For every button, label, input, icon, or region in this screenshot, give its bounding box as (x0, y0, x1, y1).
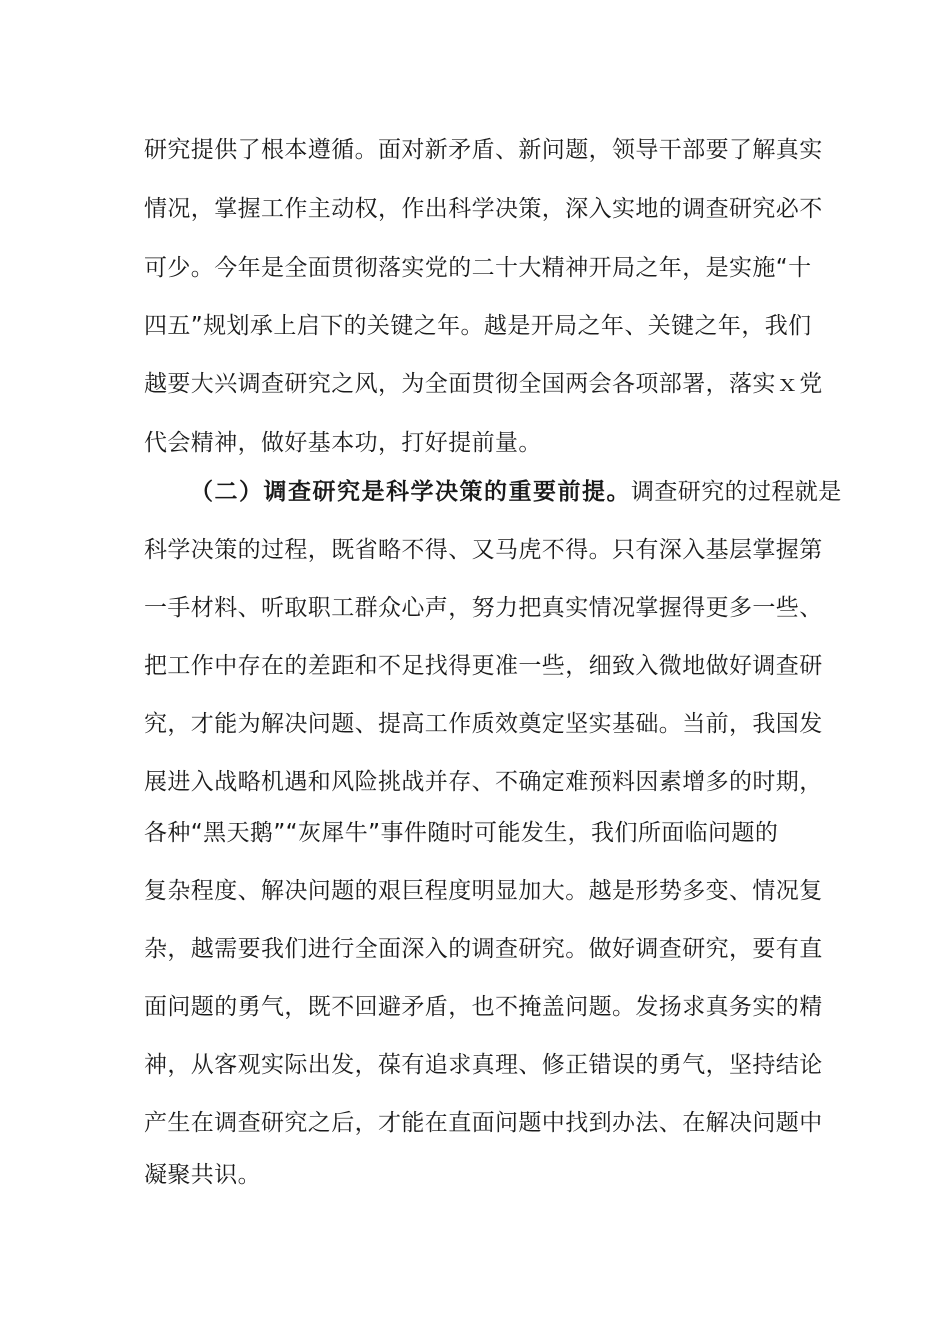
paragraph-line: 展进入战略机遇和风险挑战并存、不确定难预料因素增多的时期， (144, 769, 823, 795)
paragraph-line: 产生在调查研究之后，才能在直面问题中找到办法、在解决问题中 (144, 1110, 823, 1136)
paragraph-line: 复杂程度、解决问题的艰巨程度明显加大。越是形势多变、情况复 (144, 878, 823, 904)
paragraph-line: 究，才能为解决问题、提高工作质效奠定坚实基础。当前，我国发 (144, 711, 823, 737)
paragraph-line: 凝聚共识。 (144, 1162, 261, 1188)
paragraph-line: 面问题的勇气，既不回避矛盾，也不掩盖问题。发扬求真务实的精 (144, 994, 823, 1020)
paragraph-line: 研究提供了根本遵循。面对新矛盾、新问题，领导干部要了解真实 (144, 137, 823, 163)
paragraph-line: 杂，越需要我们进行全面深入的调查研究。做好调查研究，要有直 (144, 936, 823, 962)
section-heading: （二）调查研究是科学决策的重要前提。 (190, 478, 631, 505)
paragraph-line: 把工作中存在的差距和不足找得更准一些，细致入微地做好调查研 (144, 653, 823, 679)
paragraph-line: 科学决策的过程，既省略不得、又马虎不得。只有深入基层掌握第 (144, 537, 823, 563)
section-heading-line (190, 477, 842, 507)
paragraph-line: 神，从客观实际出发，葆有追求真理、修正错误的勇气，坚持结论 (144, 1052, 823, 1078)
paragraph-line: 四五”规划承上启下的关键之年。越是开局之年、关键之年，我们 (144, 313, 812, 339)
paragraph-line: 情况，掌握工作主动权，作出科学决策，深入实地的调查研究必不 (144, 196, 823, 222)
paragraph-line: 可少。今年是全面贯彻落实党的二十大精神开局之年，是实施“十 (144, 255, 812, 281)
paragraph-line: 越要大兴调查研究之风，为全面贯彻全国两会各项部署，落实ｘ党 (144, 371, 823, 397)
paragraph-line: 一手材料、听取职工群众心声，努力把真实情况掌握得更多一些、 (144, 595, 823, 621)
paragraph-line: 代会精神，做好基本功，打好提前量。 (144, 430, 542, 456)
paragraph-line: 各种“黑天鹅”“灰犀牛”事件随时可能发生，我们所面临问题的 (144, 820, 779, 846)
paragraph-line-rest: 调查研究的过程就是 (631, 479, 842, 505)
